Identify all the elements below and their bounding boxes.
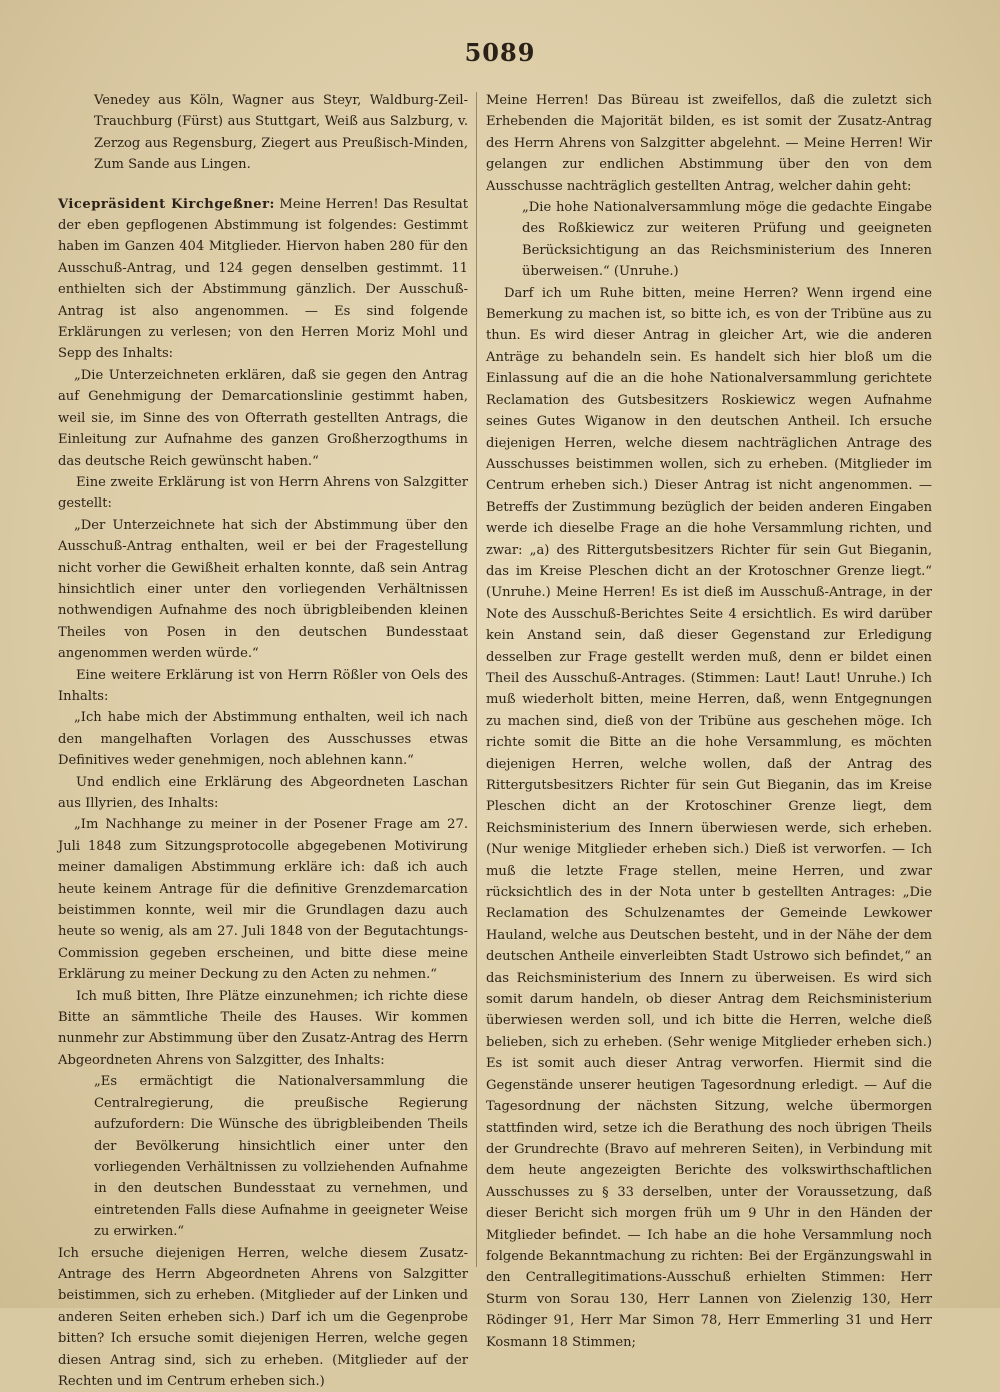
left-column — [58, 90, 468, 1392]
declaration-intro-roessler: Eine weitere Erklärung ist von Herrn Rößler von Oels des Inhalts: — [58, 667, 468, 704]
proceedings-paragraph: Darf ich um Ruhe bitten, meine Herren? Wenn irgend eine Bemerkung zu machen ist, so bitte ich, es von der Tribüne aus zu thun. Es wird dieser Antrag in gleicher Art, wie die anderen Anträge zu behandeln sein. Es handelt sich hier bloß um die Einlassung auf die an die hohe Nationalversammlung gerichtete Reclamation des Gutsbesitzers Roskiewicz wegen Aufnahme seines Gutes Wiganow in den deutschen Antheil. Ich ersuche diejenigen Herren, welche diesem nachträglichen Antrage des Ausschusses beistimmen wollen, sich zu erheben. (Mitglieder im Centrum erheben sich.) Dieser Antrag ist nicht angenommen. — Betreffs der Zustimmung bezüglich der beiden anderen Eingaben werde ich dieselbe Frage an die hohe Versammlung richten, und zwar: „a) des Rittergutsbesitzers Richter für sein Gut Bieganin, das im Kreise Pleschen dicht an der Krotoschner Grenze liegt.“ (Unruhe.) Meine Herren! Es ist dieß im Ausschuß-Antrage, in der Note des Ausschuß-Berichtes Seite 4 ersichtlich. Es wird darüber kein Anstand sein, daß dieser Gegenstand zur Erledigung desselben zur Frage gestellt werden muß, denn er bildet einen Theil des Ausschuß-Antrages. (Stimmen: Laut! Laut! Unruhe.) Ich muß wiederholt bitten, meine Herren, daß, wenn Entgegnungen zu machen sind, dieß von der Tribüne aus geschehen möge. Ich richte somit die Bitte an die hohe Versammlung, es möchten diejenigen Herren, welche wollen, daß der Antrag des Rittergutsbesitzers Richter für sein Gut Bieganin, das im Kreise Pleschen dicht an der Krotoschiner Grenze liegt, dem Reichsministerium des Innern überwiesen werde, sich erheben. (Nur wenige Mitglieder erheben sich.) Dieß ist verworfen. — Ich muß die letzte Frage stellen, meine Herren, und zwar rücksichtlich des in der Nota unter b gestellten Antrages: „Die Reclamation des Schulzenamtes der Gemeinde Lewkower Hauland, welche aus Deutschen besteht, und in der Nähe der dem deutschen Antheile einverleibten Stadt Ustrowo sich befindet,“ an das Reichsministerium des Innern zu überweisen. Es wird sich somit darum handeln, ob dieser Antrag dem Reichsministerium überwiesen werden soll, und ich bitte die Herren, welche dieß belieben, sich zu erheben. (Sehr wenige Mitglieder erheben sich.) Es ist somit auch dieser Antrag verworfen. Hiermit sind die Gegenstände unserer heutigen Tagesordnung erledigt. — Auf die Tagesordnung der nächsten Sitzung, welche übermorgen stattfinden wird, setze ich die Berathung des noch übrigen Theils der Grundrechte (Bravo auf mehreren Seiten), in Verbindung mit dem heute angezeigten Berichte des volkswirthschaftlichen Ausschusses zu § 33 derselben, unter der Voraussetzung, daß dieser Bericht sich morgen früh um 9 Uhr in den Händen der Mitglieder befindet. — Ich habe an die hohe Versammlung noch folgende Bekanntmachung zu richten: Bei der Ergänzungswahl in den Centrallegitimations-Ausschuß erhielten Stimmen: Herr Sturm von Sorau 130, Herr Lannen von Zielenzig 130, Herr Rödinger 91, Herr Mar Simon 78, Herr Emmerling 31 und Herr Kosmann 18 Stimmen; — [486, 285, 932, 1350]
right-column — [486, 90, 932, 1353]
speaker-name: Vicepräsident Kirchgeßner: — [58, 196, 275, 212]
speaker-text: Meine Herren! Das Resultat der eben gepflogenen Abstimmung ist folgendes: Gestimmt haben im Ganzen 404 Mitglieder. Hiervon haben 280 für den Ausschuß-Antrag, und 124 gegen denselben gestimmt. 11 enthielten sich der Abstimmung gänzlich. Der Ausschuß-Antrag ist also angenommen. — Es sind folgende Erklärungen zu verlesen; von den Herren Moriz Mohl und Sepp des Inhalts: — [58, 196, 469, 362]
motion-quote-roskiewicz: „Die hohe Nationalversammlung möge die gedachte Eingabe des Roßkiewicz zur weiteren Prüfung und geeigneten Berücksichtigung an das Reichsministerium des Inneren überweisen.“ (Unruhe.) — [522, 200, 932, 280]
paragraph-gap — [58, 176, 468, 194]
amendment-text-ahrens: „Es ermächtigt die Nationalversammlung die Centralregierung, die preußische Regierung aufzufordern: Die Wünsche des übrigbleibenden Theils der Bevölkerung hinsichtlich einer unter den vorliegenden Verhältnissen zu vollziehenden Aufnahme in den deutschen Bundesstaat zu vernehmen, und eintretenden Falls diese Aufnahme in geeigneter Weise zu erwirken.“ — [94, 1074, 468, 1240]
declaration-intro-ahrens: Eine zweite Erklärung ist von Herrn Ahrens von Salzgitter gestellt: — [58, 474, 468, 512]
declaration-roessler: „Ich habe mich der Abstimmung enthalten, weil ich nach den mangelhaften Vorlagen des Ausschusses etwas Definitives weder genehmigen, noch ablehnen kann.“ — [58, 710, 468, 769]
declaration-ahrens: „Der Unterzeichnete hat sich der Abstimmung über den Ausschuß-Antrag enthalten, weil er bei der Fragestellung nicht vorher die Gewißheit erhalten konnte, daß sein Antrag hinsichtlich einer unter den vorliegenden Verhältnissen nothwendigen Aufnahme des noch übrigbleibenden kleinen Theiles von Posen in den deutschen Bundesstaat angenommen werden würde.“ — [58, 517, 468, 662]
declaration-intro-laschan: Und endlich eine Erklärung des Abgeordneten Laschan aus Illyrien, des Inhalts: — [58, 774, 468, 811]
member-list-paragraph: Venedey aus Köln, Wagner aus Steyr, Waldburg-Zeil-Trauchburg (Fürst) aus Stuttgart, Weiß aus Salzburg, v. Zerzog aus Regensburg, Ziegert aus Preußisch-Minden, Zum Sande aus Lingen. — [94, 93, 468, 173]
page-number: 5089 — [464, 38, 536, 67]
declaration-mohl-sepp: „Die Unterzeichneten erklären, daß sie gegen den Antrag auf Genehmigung der Demarcationslinie gestimmt haben, weil sie, im Sinne des von Ofterrath gestellten Antrags, die Einleitung zur Aufnahme des ganzen Großherzogthums in das deutsche Reich gewünscht haben.“ — [58, 367, 468, 469]
vote-result-paragraph: Meine Herren! Das Büreau ist zweifellos, daß die zuletzt sich Erhebenden die Majorität bilden, es ist somit der Zusatz-Antrag des Herrn Ahrens von Salzgitter abgelehnt. — Meine Herren! Wir gelangen zur endlichen Abstimmung über den von dem Ausschusse nachträglich gestellten Antrag, welcher dahin geht: — [486, 93, 932, 194]
vote-procedure-paragraph: Ich ersuche diejenigen Herren, welche diesem Zusatz-Antrage des Herrn Abgeordneten Ahrens von Salzgitter beistimmen, sich zu erheben. (Mitglieder auf der Linken und anderen Seiten erheben sich.) Darf ich um die Gegenprobe bitten? Ich ersuche somit diejenigen Herren, welche gegen diesen Antrag sind, sich zu erheben. (Mitglieder auf der Rechten und im Centrum erheben sich.) — [58, 1245, 468, 1389]
declaration-laschan: „Im Nachhange zu meiner in der Posener Frage am 27. Juli 1848 zum Sitzungsprotocolle abgegebenen Motivirung meiner damaligen Abstimmung erkläre ich: daß ich auch heute keinem Antrage für die definitive Grenzdemarcation beistimmen konnte, weil mir die Grundlagen dazu auch heute so wenig, als am 27. Juli 1848 von der Begutachtungs-Commission gegeben erscheinen, und bitte diese meine Erklärung zu meiner Deckung zu den Acten zu nehmen.“ — [58, 817, 468, 983]
speaker-paragraph — [58, 194, 468, 365]
column-divider — [476, 92, 477, 1267]
vote-announcement-paragraph: Ich muß bitten, Ihre Plätze einzunehmen; ich richte diese Bitte an sämmtliche Theile des Hauses. Wir kommen nunmehr zur Abstimmung über den Zusatz-Antrag des Herrn Abgeordneten Ahrens von Salzgitter, des Inhalts: — [58, 988, 468, 1068]
